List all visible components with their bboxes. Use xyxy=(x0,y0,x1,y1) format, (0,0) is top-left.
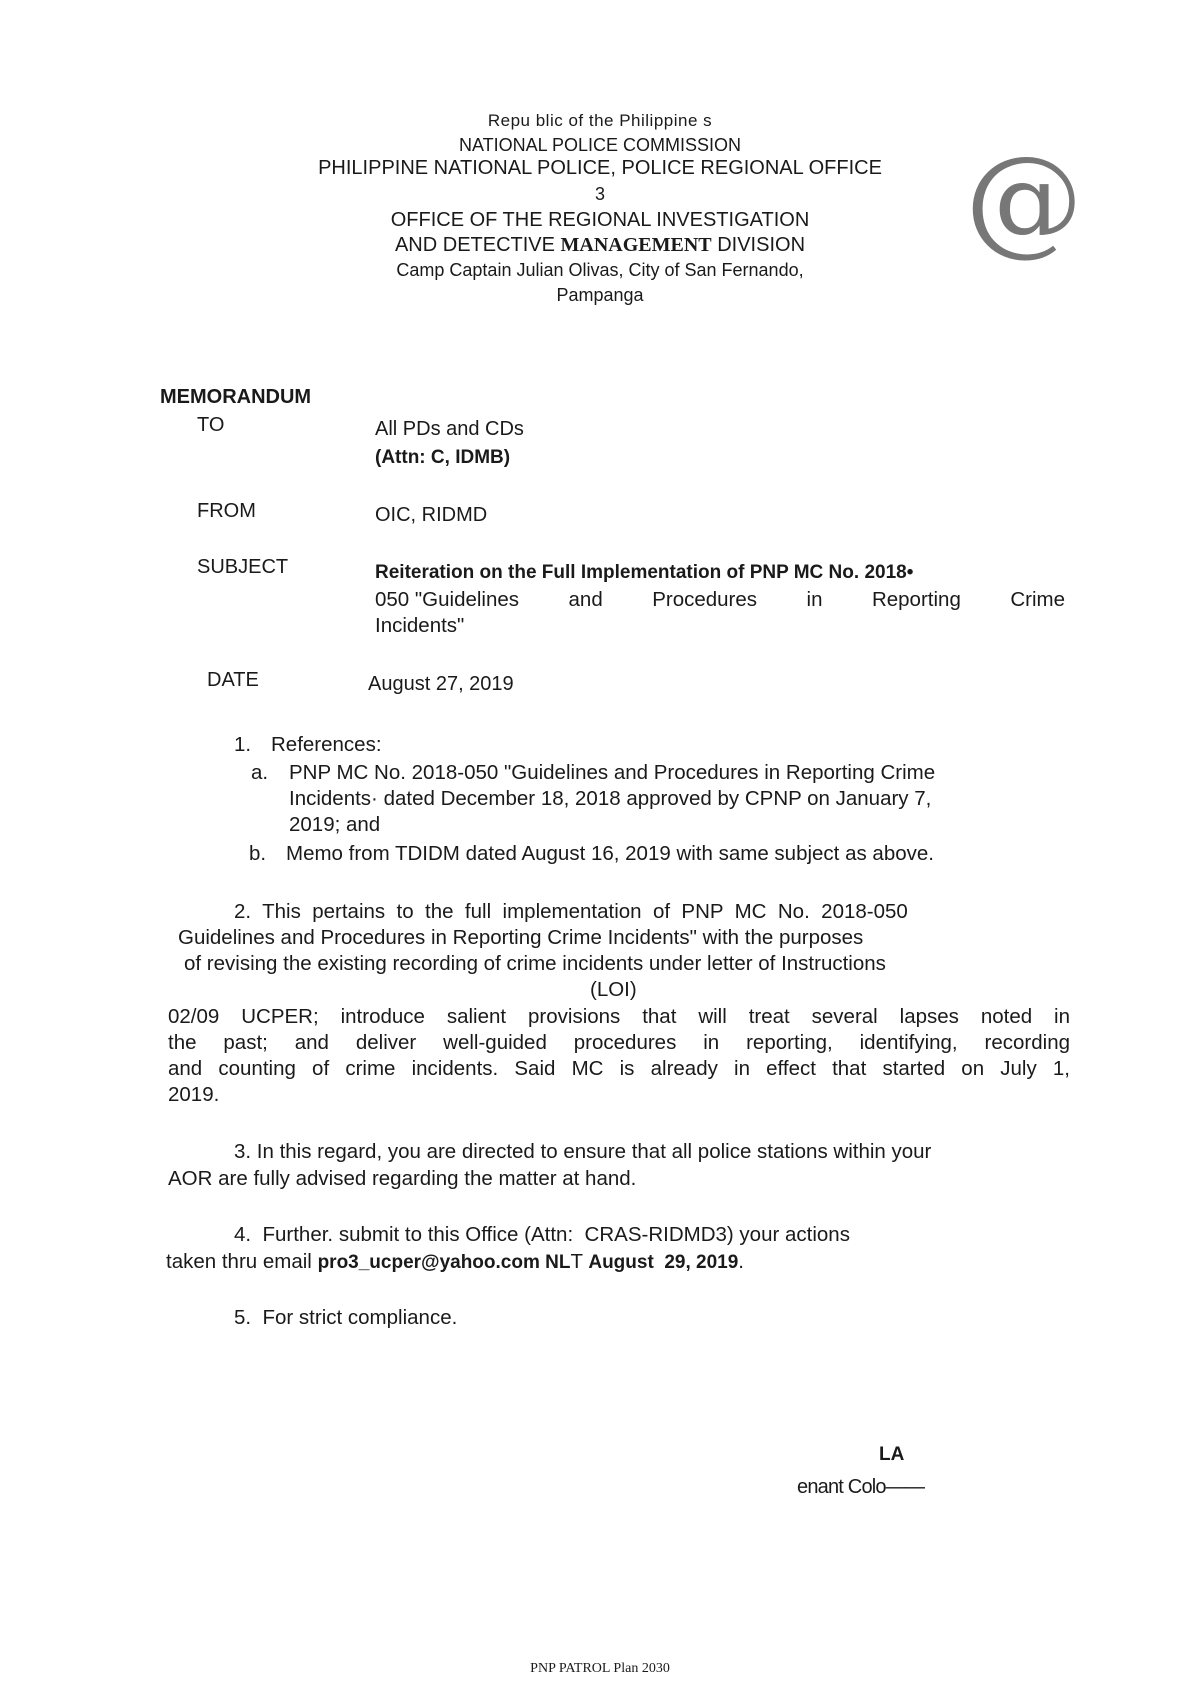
from-label: FROM xyxy=(197,500,256,522)
date-label: DATE xyxy=(207,669,259,691)
ref-b-line-1: Memo from TDIDM dated August 16, 2019 with same subject as above. xyxy=(286,842,934,865)
ref-a-line-3: 2019; and xyxy=(289,813,381,836)
p2-line-7: and counting of crime incidents. Said MC is already in effect that started on July 1, xyxy=(168,1057,1070,1080)
to-label: TO xyxy=(197,414,225,436)
p2-line-1: 2. This pertains to the full implementation of PNP MC No. 2018-050 xyxy=(234,900,908,923)
signature-rank: enant Colo—— xyxy=(797,1476,925,1498)
ref-a-line-2: Incidents· dated December 18, 2018 approved by CPNP on January 7, xyxy=(289,787,932,810)
p4-line-2: taken thru email pro3_ucper@yahoo.com NLT August 29, 2019. xyxy=(166,1250,744,1273)
republic-line: Repu blic of the Philippine s xyxy=(487,111,713,130)
p4-line-1: 4. Further. submit to this Office (Attn: CRAS-RIDMD3) your actions xyxy=(234,1223,850,1246)
p5-line: 5. For strict compliance. xyxy=(234,1306,458,1329)
p2-line-4: (LOI) xyxy=(590,978,637,1001)
p2-line-2: Guidelines and Procedures in Reporting Crime Incidents" with the purposes xyxy=(178,926,864,949)
p3-line-1: 3. In this regard, you are directed to ensure that all police stations within your xyxy=(234,1140,932,1163)
p2-line-6: the past; and deliver well-guided procedures in reporting, identifying, recording xyxy=(168,1031,1070,1054)
pnp-line-1: PHILIPPINE NATIONAL POLICE, POLICE REGIONAL OFFICE xyxy=(318,157,882,179)
subject-line-1: Reiteration on the Full Implementation of PNP MC No. 2018• xyxy=(375,562,914,583)
p2-line-8: 2019. xyxy=(168,1083,220,1106)
p1-number: 1. xyxy=(234,733,252,756)
ref-b-marker: b. xyxy=(249,842,267,865)
ref-a-line-1: PNP MC No. 2018-050 "Guidelines and Procedures in Reporting Crime xyxy=(289,761,936,784)
subject-label: SUBJECT xyxy=(197,556,289,578)
pnp-line-2: 3 xyxy=(594,184,605,204)
at-sign-logo: @ xyxy=(965,130,1083,268)
address-line-1: Camp Captain Julian Olivas, City of San Fernando, xyxy=(396,260,804,280)
subject-line-3: Incidents" xyxy=(375,614,465,637)
p2-line-5: 02/09 UCPER; introduce salient provisions that will treat several lapses noted in xyxy=(168,1005,1070,1028)
p1-title: References: xyxy=(271,733,382,756)
date-value: August 27, 2019 xyxy=(368,673,514,695)
address-line-2: Pampanga xyxy=(556,285,644,305)
page-footer: PNP PATROL Plan 2030 xyxy=(530,1661,670,1676)
signature-initials: LA xyxy=(879,1444,905,1465)
from-value: OIC, RIDMD xyxy=(375,504,488,526)
p3-line-2: AOR are fully advised regarding the matter at hand. xyxy=(168,1167,637,1190)
ref-a-marker: a. xyxy=(251,761,269,784)
office-line-1: OFFICE OF THE REGIONAL INVESTIGATION xyxy=(390,209,810,231)
to-attn: (Attn: C, IDMB) xyxy=(375,447,511,468)
office-line-2: AND DETECTIVE MANAGEMENT DIVISION xyxy=(394,234,806,256)
p2-line-3: of revising the existing recording of crime incidents under letter of Instructions xyxy=(184,952,886,975)
napolcom-line: NATIONAL POLICE COMMISSION xyxy=(458,135,742,155)
subject-line-2: 050 "Guidelines and Procedures in Reporting Crime xyxy=(375,588,1065,611)
memo-title: MEMORANDUM xyxy=(160,386,312,408)
to-value: All PDs and CDs xyxy=(375,418,524,440)
